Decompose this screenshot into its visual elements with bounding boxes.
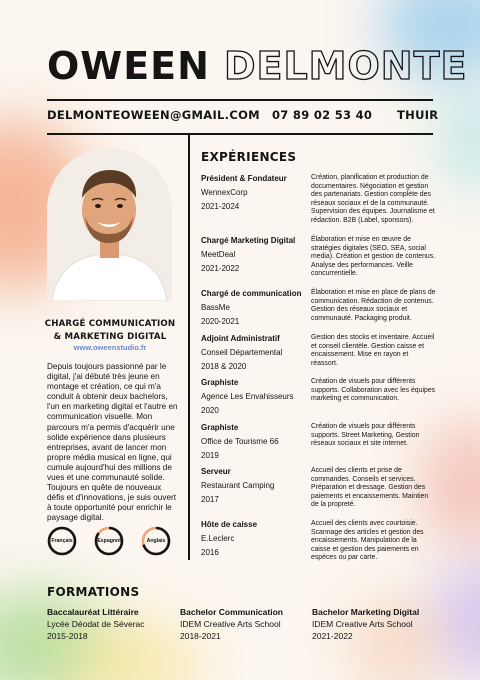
column-divider bbox=[188, 134, 190, 560]
language-label: Espagnol bbox=[97, 538, 121, 544]
header-divider-top bbox=[47, 99, 433, 101]
experience-company: BassMe bbox=[201, 303, 230, 312]
experience-dates: 2017 bbox=[201, 495, 219, 504]
experience-title: Serveur bbox=[201, 467, 231, 476]
email-link[interactable]: DELMONTEOWEEN@GMAIL.COM bbox=[47, 108, 260, 122]
formation-school: IDEM Creative Arts School bbox=[180, 619, 281, 629]
language-badge-espagnol bbox=[94, 526, 124, 556]
experience-title: Graphiste bbox=[201, 378, 239, 387]
formation-item bbox=[47, 606, 177, 642]
decor-blob bbox=[440, 90, 480, 190]
experience-title: Adjoint Administratif bbox=[201, 334, 280, 343]
experience-company: WennexCorp bbox=[201, 188, 248, 197]
formation-item bbox=[312, 606, 442, 642]
formation-title: Bachelor Marketing Digital bbox=[312, 607, 420, 617]
portrait-illustration bbox=[47, 148, 172, 301]
experience-dates: 2021-2024 bbox=[201, 202, 240, 211]
experience-company: Agence Les Envahisseurs bbox=[201, 392, 294, 401]
experience-dates: 2020-2021 bbox=[201, 317, 240, 326]
experience-title: Président & Fondateur bbox=[201, 174, 287, 183]
experience-company: Office de Tourisme 66 bbox=[201, 437, 279, 446]
city: THUIR bbox=[397, 108, 439, 122]
profile-photo bbox=[47, 148, 172, 301]
language-badge-anglais bbox=[141, 526, 171, 556]
experience-title: Graphiste bbox=[201, 423, 239, 432]
formation-dates: 2015-2018 bbox=[47, 631, 88, 641]
formation-item bbox=[180, 606, 310, 642]
experience-description: Accueil des clients avec courtoisie. Scannage des articles et gestion des encaissements. Manipulation de la caisse et gestion des paiements en espèces ou par carte. bbox=[311, 520, 424, 562]
experience-description: Accueil des clients et prise de commandes. Conseils et services. Préparation et dressage. Gestion des paiements et encaissements. Maintien de la propreté. bbox=[311, 467, 429, 509]
phone-number[interactable]: 07 89 02 53 40 bbox=[272, 108, 373, 122]
experience-description: Création, planification et production de documentaires. Négociation et gestion des partenariats. Gestion complète des réseaux sociaux et de la communauté. Supervision des équipes. Journalisme et rédaction. B2B (Label, sponsors). bbox=[311, 174, 435, 224]
candidate-name bbox=[47, 42, 467, 90]
experience-company: E.Leclerc bbox=[201, 534, 235, 543]
header-divider-bottom bbox=[47, 133, 433, 135]
experience-description: Élaboration et mise en place de plans de communication. Rédaction de contenus. Gestion des réseaux sociaux et communauté. Packaging produit. bbox=[311, 289, 436, 322]
website-link[interactable]: www.oweenstudio.fr bbox=[73, 343, 147, 352]
experience-company: MeetDeal bbox=[201, 250, 236, 259]
formations-heading: FORMATIONS bbox=[47, 585, 140, 599]
formation-title: Baccalauréat Littéraire bbox=[47, 607, 139, 617]
experience-title: Chargé Marketing Digital bbox=[201, 236, 296, 245]
experience-description: Création de visuels pour différents supports. Street Marketing, Gestion réseaux sociaux et site internet. bbox=[311, 423, 420, 448]
language-badge-francais bbox=[47, 526, 77, 556]
last-name: DELMONTE bbox=[223, 44, 468, 88]
experience-dates: 2018 & 2020 bbox=[201, 362, 247, 371]
formation-school: IDEM Creative Arts School bbox=[312, 619, 413, 629]
experience-description: Création de visuels pour différents supports. Collaboration avec les équipes marketing et communication. bbox=[311, 378, 436, 403]
first-name: OWEEN bbox=[47, 44, 210, 88]
experience-company: Restaurant Camping bbox=[201, 481, 275, 490]
formation-school: Lycée Déodat de Séverac bbox=[47, 619, 145, 629]
experience-dates: 2020 bbox=[201, 406, 219, 415]
experience-dates: 2016 bbox=[201, 548, 219, 557]
experience-company: Conseil Départemental bbox=[201, 348, 283, 357]
language-label: Français bbox=[51, 538, 73, 544]
formation-title: Bachelor Communication bbox=[180, 607, 283, 617]
experience-description: Gestion des stocks et inventaire. Accueil et conseil clientèle. Gestion caisse et encaissement. Mise en rayon et réassort. bbox=[311, 334, 435, 367]
experience-title: Hôte de caisse bbox=[201, 520, 258, 529]
job-title: CHARGÉ COMMUNICATION & MARKETING DIGITAL bbox=[44, 319, 176, 342]
bio-text: Depuis toujours passionné par le digital, j'ai débuté très jeune en montage et création, ce qui m'a conduit à obtenir deux bachelors, l'un en marketing digital et l'autre en communication visuelle. Mon parcours m'a permis d'acquérir une solide expérience dans plusieurs entreprises, avant de lancer mon propre média musical en ligne, qui cumule aujourd'hui des millions de vues et une communauté solide. Toujours en quête de nouveaux défis et d'innovations, je suis ouvert à toute opportunité pour enrichir le paysage digital. bbox=[47, 362, 178, 523]
formation-dates: 2018-2021 bbox=[180, 631, 221, 641]
experiences-heading: EXPÉRIENCES bbox=[201, 150, 297, 164]
formation-dates: 2021-2022 bbox=[312, 631, 353, 641]
language-label: Anglais bbox=[146, 538, 166, 544]
experience-description: Élaboration et mise en œuvre de stratégies digitales (SEO, SEA, social media). Création et gestion de contenus. Analyse des performances. Veille concurrentielle. bbox=[311, 236, 436, 278]
experience-dates: 2021-2022 bbox=[201, 264, 240, 273]
experience-dates: 2019 bbox=[201, 451, 219, 460]
experience-title: Chargé de communication bbox=[201, 289, 302, 298]
